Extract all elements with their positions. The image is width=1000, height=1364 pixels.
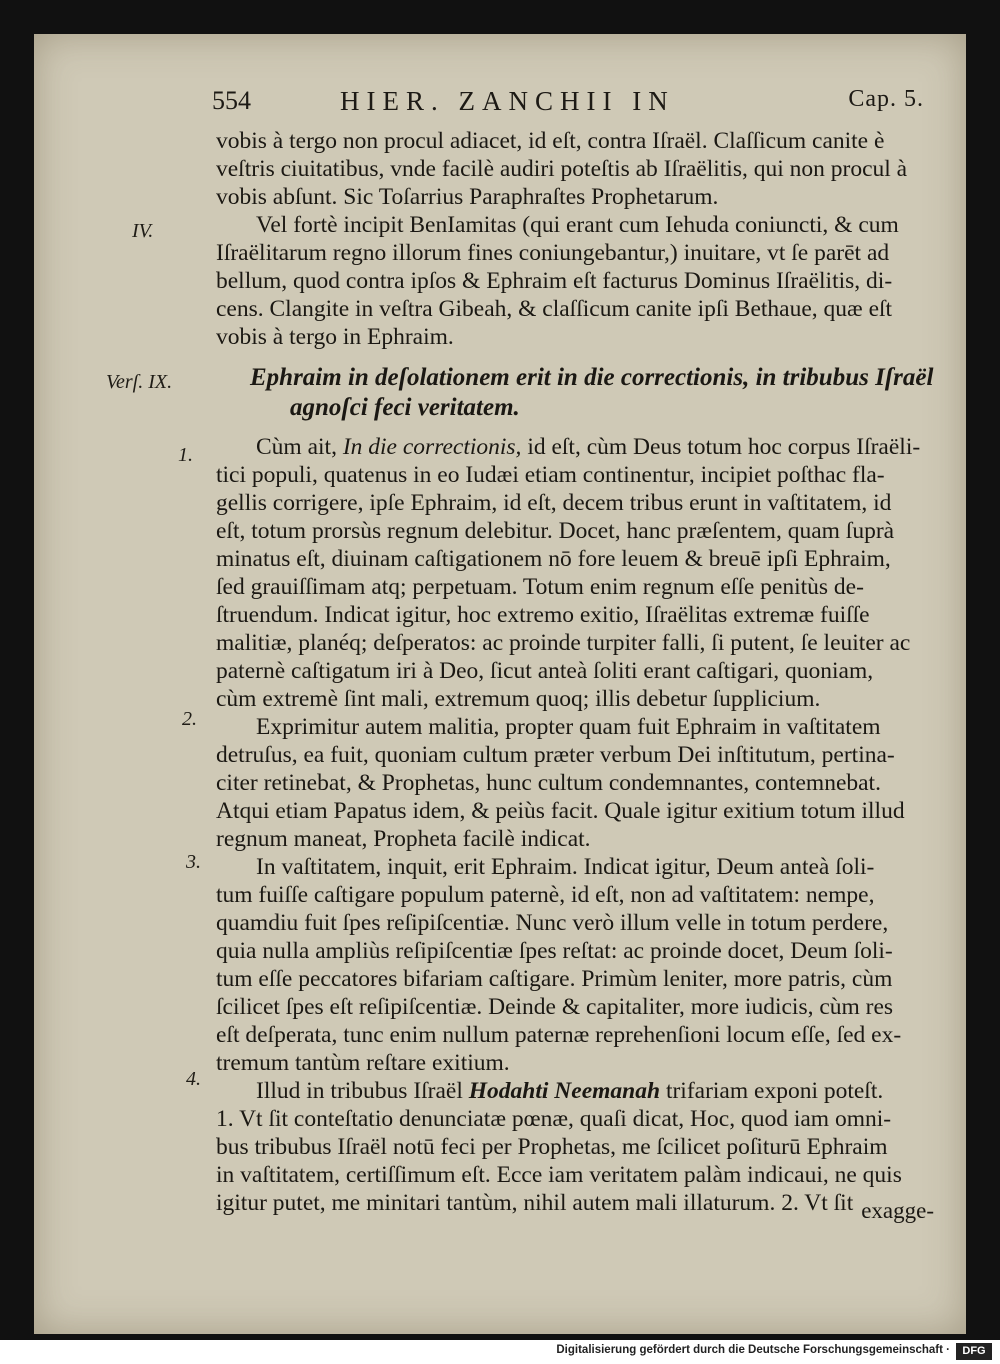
text-line: cens. Clangite in veſtra Gibeah, & claſſicum canite ipſi Bethaue, quæ eſt xyxy=(216,296,893,322)
italic-phrase: In die correctionis, xyxy=(342,434,522,460)
text-span: trifariam exponi poteſt. xyxy=(660,1078,884,1104)
margin-note-2: 2. xyxy=(182,708,197,730)
text-line: tici populi, quatenus in eo Iudæi etiam continentur, incipiet poſthac fla- xyxy=(216,462,885,488)
text-line: tremum tantùm reſtare exitium. xyxy=(216,1050,510,1076)
margin-note-iv: IV. xyxy=(132,220,154,242)
text-line: Vel fortè incipit BenIamitas (qui erant cum Iehuda coniuncti, & cum xyxy=(256,212,899,238)
text-span: Cùm ait, xyxy=(256,434,343,460)
text-line: igitur putet, me minitari tantùm, nihil autem mali illaturum. 2. Vt ſit xyxy=(216,1190,854,1216)
margin-note-4: 4. xyxy=(186,1068,201,1090)
running-title: HIER. ZANCHII IN xyxy=(340,86,675,116)
dfg-logo: DFG xyxy=(956,1343,992,1360)
text-line: ſcilicet ſpes eſt reſipiſcentiæ. Deinde & capitaliter, more iudicis, cùm res xyxy=(216,994,894,1020)
text-line: regnum maneat, Propheta facilè indicat. xyxy=(216,826,591,852)
text-line: Atqui etiam Papatus idem, & peiùs facit. Quale igitur exitium totum illud xyxy=(216,798,905,824)
text-line: cùm extremè ſint mali, extremum quoq; illis debetur ſupplicium. xyxy=(216,686,821,712)
text-span: Illud in tribubus Iſraël xyxy=(256,1078,469,1104)
text-line: bellum, quod contra ipſos & Ephraim eſt facturus Dominus Iſraëlitis, di- xyxy=(216,268,893,294)
verse-heading: Ephraim in deſolationem erit in die correctionis, in tribubus Iſraël xyxy=(250,364,934,391)
chapter-label: Cap. 5. xyxy=(848,86,924,112)
text-line: citer retinebat, & Prophetas, hunc cultum condemnantes, contemnebat. xyxy=(216,770,881,796)
text-line: quamdiu fuit ſpes reſipiſcentiæ. Nunc verò illum velle in totum perdere, xyxy=(216,910,889,936)
footer-bar xyxy=(0,1340,1000,1364)
text-line: vobis à tergo in Ephraim. xyxy=(216,324,454,350)
text-line: tum fuiſſe caſtigare populum paternè, id eſt, non ad vaſtitatem: nempe, xyxy=(216,882,875,908)
text-line: veſtris ciuitatibus, vnde facilè audiri poteſtis ab Iſraëlitis, qui non procul à xyxy=(216,156,908,182)
margin-note-3: 3. xyxy=(186,851,201,873)
margin-note-verse: Verſ. IX. xyxy=(106,371,173,393)
catchword: exagge- xyxy=(861,1198,934,1223)
text-line: quia nulla ampliùs reſipiſcentiæ ſpes reſtat: ac proinde docet, Deum ſoli- xyxy=(216,938,893,964)
verse-heading: agnoſci feci veritatem. xyxy=(290,394,520,421)
text-line: 1. Vt ſit conteſtatio denunciatæ pœnæ, quaſi dicat, Hoc, quod iam omni- xyxy=(216,1106,892,1132)
text-line: Iſraëlitarum regno illorum fines coniungebantur,) inuitare, vt ſe parēt ad xyxy=(216,240,890,266)
text-line: malitiæ, planéq; deſperatos: ac proinde turpiter falli, ſi putent, ſe leuiter ac xyxy=(216,630,911,656)
text-line: paternè caſtigatum iri à Deo, ſicut anteà ſoliti erant caſtigari, quoniam, xyxy=(216,658,874,684)
text-line: ſed grauiſſimam atq; perpetuam. Totum enim regnum eſſe penitùs de- xyxy=(216,574,864,600)
book-page xyxy=(34,34,966,1334)
text-line xyxy=(256,432,936,462)
text-line: eſt deſperata, tunc enim nullum paternæ reprehenſioni locum eſſe, ſed ex- xyxy=(216,1022,902,1048)
margin-note-1: 1. xyxy=(178,444,193,466)
running-header xyxy=(34,86,966,124)
text-line: bus tribubus Iſraël notū feci per Prophetas, me ſcilicet poſiturū Ephraim xyxy=(216,1134,888,1160)
text-span: id eſt, cùm Deus totum hoc corpus Iſraëli- xyxy=(521,434,921,460)
page-number: 554 xyxy=(212,86,251,115)
text-line: Exprimitur autem malitia, propter quam fuit Ephraim in vaſtitatem xyxy=(256,714,881,740)
text-line: detruſus, ea fuit, quoniam cultum præter verbum Dei inſtitutum, pertina- xyxy=(216,742,895,768)
text-line: ſtruendum. Indicat igitur, hoc extremo exitio, Iſraëlitas extremæ fuiſſe xyxy=(216,602,870,628)
text-line: gellis corrigere, ipſe Ephraim, id eſt, decem tribus erunt in vaſtitatem, id xyxy=(216,490,892,516)
text-line: tum eſſe peccatores bifariam caſtigare. Primùm leniter, more patris, cùm xyxy=(216,966,893,992)
text-line xyxy=(256,1076,936,1106)
funding-credit: Digitalisierung gefördert durch die Deutsche Forschungsgemeinschaft · xyxy=(556,1344,950,1356)
text-line: vobis abſunt. Sic Toſarrius Paraphraſtes Prophetarum. xyxy=(216,184,719,210)
text-line: In vaſtitatem, inquit, erit Ephraim. Indicat igitur, Deum anteà ſoli- xyxy=(256,854,875,880)
text-line: eſt, totum prorsùs regnum delebitur. Docet, hanc præſentem, quam ſuprà xyxy=(216,518,895,544)
text-line: minatus eſt, diuinam caſtigationem nō fore leuem & breuē ipſi Ephraim, xyxy=(216,546,891,572)
hebrew-phrase: Hodahti Neemanah xyxy=(468,1078,661,1104)
text-line: vobis à tergo non procul adiacet, id eſt, contra Iſraël. Claſſicum canite è xyxy=(216,128,885,154)
text-line: in vaſtitatem, certiſſimum eſt. Ecce iam veritatem palàm indicaui, ne quis xyxy=(216,1162,902,1188)
